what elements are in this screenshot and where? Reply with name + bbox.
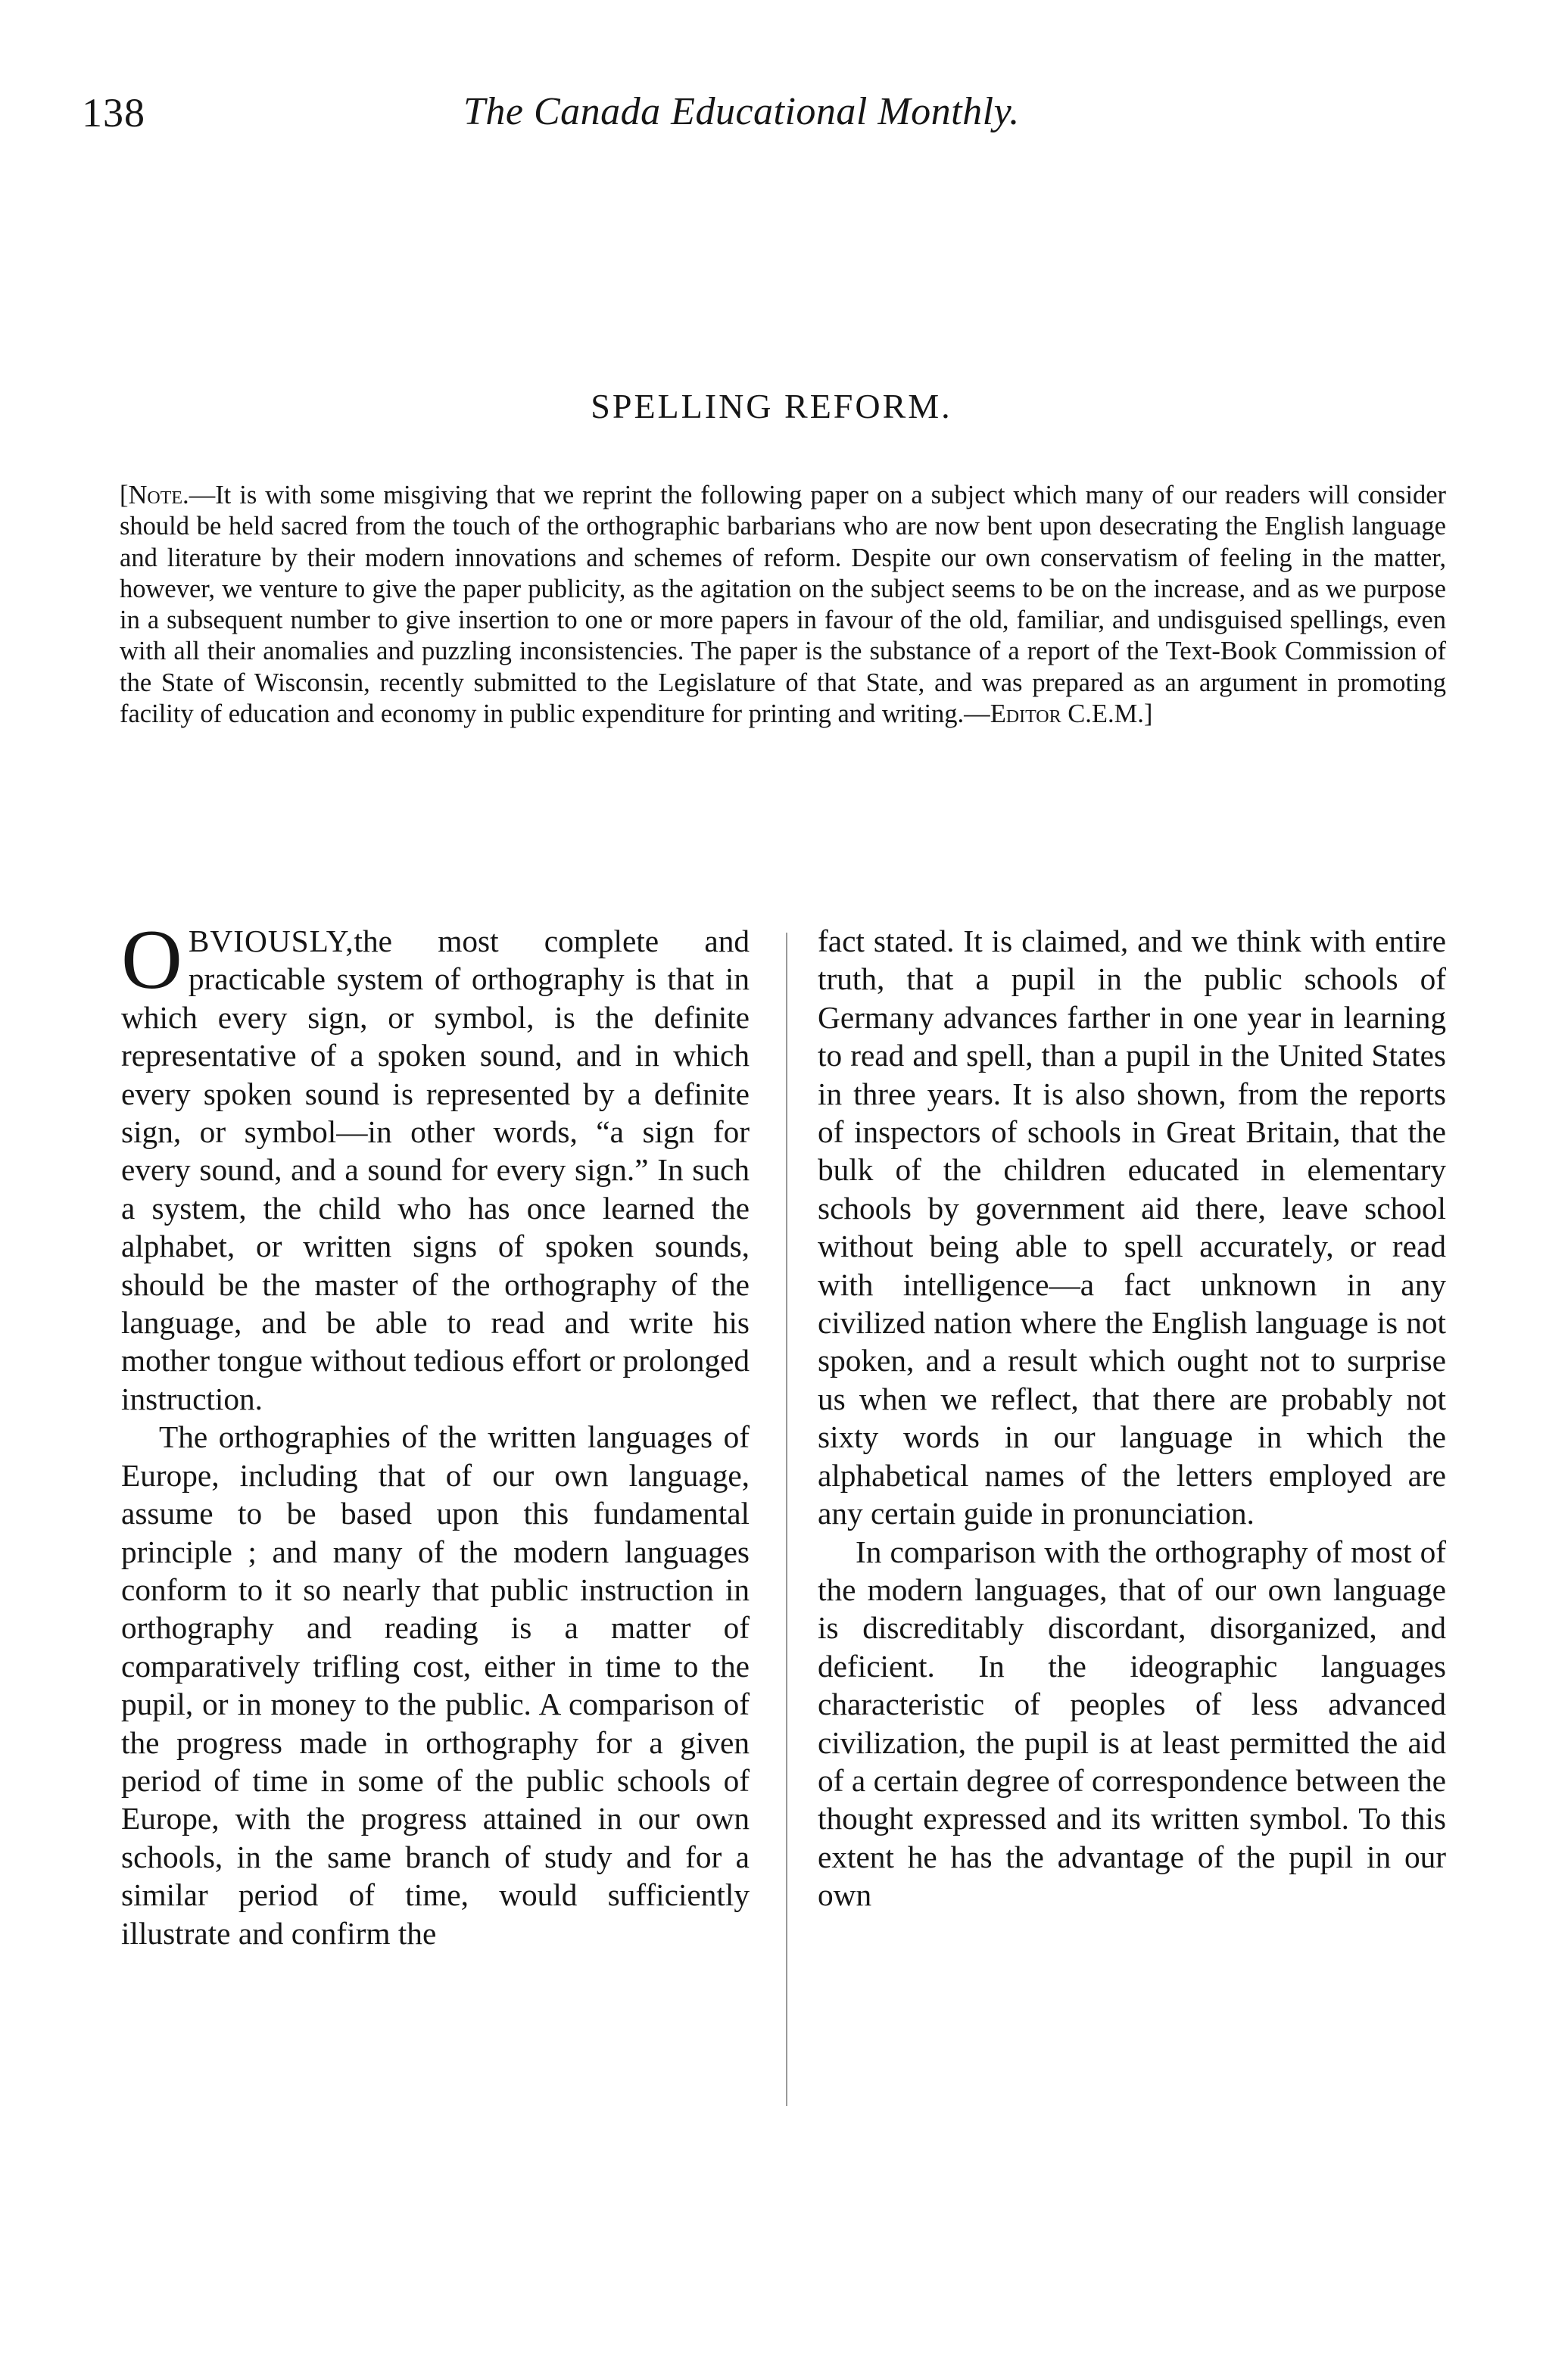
left-column bbox=[121, 913, 750, 1952]
paragraph bbox=[121, 913, 750, 1418]
note-signature-tail: C.E.M.] bbox=[1061, 699, 1153, 729]
paragraph-text: the most complete and practicable system of orthography is that in which every sign, or symbol, is the definite representative of a spoken sound, and in which every spoken sound is represented by a definite sign, or symbol—in other words, “a sign for every sound, and a sound for every sign.” In such a system, the child who has once learned the alphabet, or written signs of spoken sounds, should be the master of the orthography of the language, and be able to read and write his mother tongue without tedious effort or prolonged instruction. bbox=[121, 924, 750, 1416]
paragraph: fact stated. It is claimed, and we think with entire truth, that a pupil in the public schools of Germany advances farther in one year in learning to read and spell, than a pupil in the United States in three years. It is also shown, from the reports of inspectors of schools in Great Britain, that the bulk of the children educated in elementary schools by government aid there, leave school without being able to spell accurately, or read with intelligence—a fact unknown in any civilized nation where the English language is not spoken, and a result which ought not to surprise us when we reflect, that there are probably not sixty words in our language in which the alphabetical names of the letters employed are any certain guide in pronunciation. bbox=[818, 924, 1446, 1531]
editor-note bbox=[120, 480, 1446, 730]
page-header bbox=[0, 89, 1543, 150]
note-signature: Editor bbox=[990, 699, 1061, 729]
page-number: 138 bbox=[82, 90, 145, 136]
running-title: The Canada Educational Monthly. bbox=[463, 90, 1020, 133]
note-text: —It is with some misgiving that we reprint the following paper on a subject which many of our readers will consider should be held sacred from the touch of the orthographic barbarians who are now bent upon desecrating the English language and literature by their modern innovations and schemes of reform. Despite our own conservatism of feeling in the matter, however, we venture to give the paper publicity, as the agitation on the subject seems to be on the increase, and as we purpose in a subsequent number to give insertion to one or more papers in favour of the old, familiar, and undisguised spellings, even with all their anomalies and puzzling inconsistencies. The paper is the substance of a report of the Text-Book Commission of the State of Wisconsin, recently submitted to the Legislature of that State, and was prepared as an argument in promoting facility of education and economy in public expenditure for printing and writing.— bbox=[120, 481, 1446, 729]
article-title: SPELLING REFORM. bbox=[591, 387, 952, 425]
note-lead: [Note. bbox=[120, 481, 189, 509]
paragraph: The orthographies of the written languages of Europe, including that of our own language, assume to be based upon this fundamental principle ; and many of the modern languages conform to it so nearly that public instruction in orthography and reading is a matter of comparatively trifling cost, either in time to the pupil, or in money to the public. A comparison of the progress made in orthography for a given period of time in some of the public schools of Europe, with the progress attained in our own schools, in the same branch of study and for a similar period of time, would sufficiently illustrate and confirm the bbox=[121, 1419, 750, 1951]
paragraph: In comparison with the orthography of most of the modern languages, that of our own language is discreditably discordant, disorganized, and deficient. In the ideographic languages characteristic of peoples of less advanced civilization, the pupil is at least permitted the aid of a certain degree of correspondence between the thought expressed and its written symbol. To this extent he has the advantage of the pupil in our own bbox=[818, 1534, 1446, 1913]
drop-cap: O bbox=[121, 913, 182, 1007]
right-column bbox=[818, 922, 1446, 1914]
column-divider bbox=[786, 933, 787, 2106]
first-word: BVIOUSLY, bbox=[188, 924, 354, 958]
